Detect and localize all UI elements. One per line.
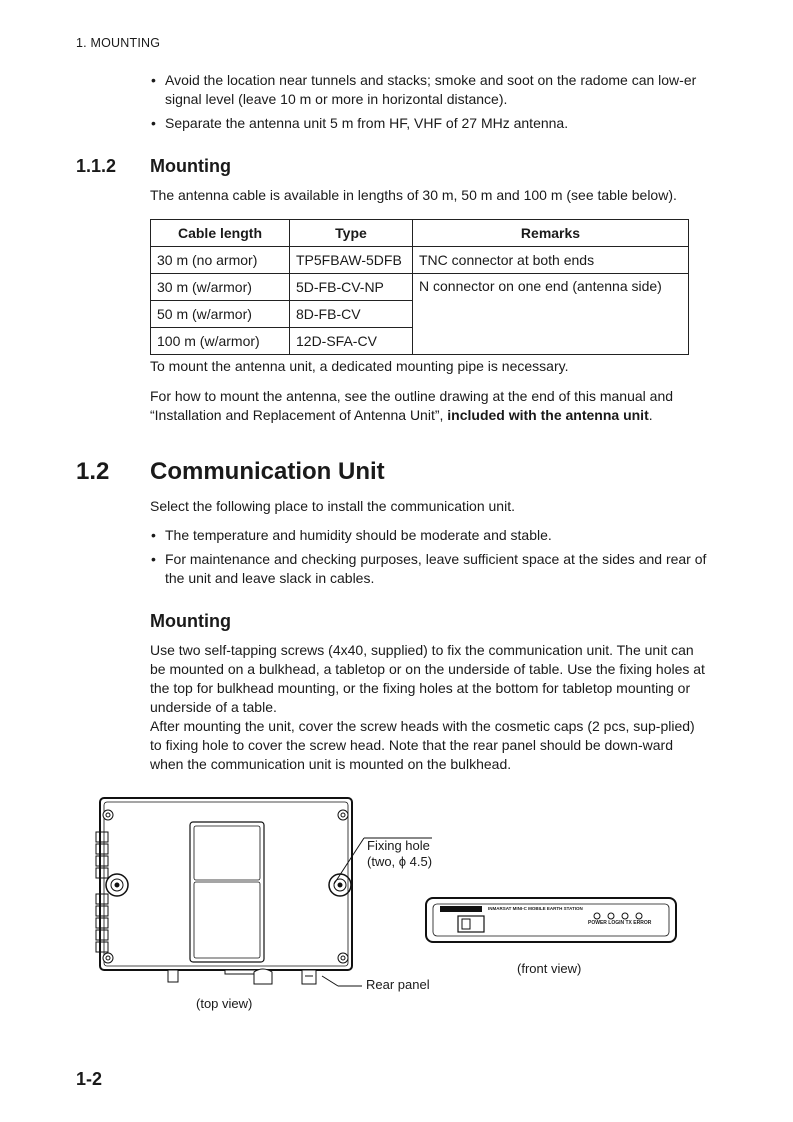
section-intro: Select the following place to install the communication unit.: [150, 498, 515, 514]
table-cell: TP5FBAW-5DFB: [290, 247, 413, 274]
paragraph-text: For how to mount the antenna, see the outline drawing at the end of this manual and “Installation and Replacement of Antenna Unit”,: [150, 388, 674, 423]
running-header: 1. MOUNTING: [76, 36, 161, 50]
table-cell: 8D-FB-CV: [290, 301, 413, 328]
paragraph: Use two self-tapping screws (4x40, supplied) to fix the communication unit. The unit can be mounted on a bulkhead, a tabletop or on the underside of table. Use the fixing holes at the top for bulkhead mounting, or the fixing holes at the bottom for tabletop mounting or underside of a table.: [150, 642, 705, 715]
paragraph: After mounting the unit, cover the screw heads with the cosmetic caps (2 pcs, sup-plied) to fixing hole to cover the screw head. Note that the rear panel should be down-ward when the communication unit is mounted on the bulkhead.: [150, 718, 695, 772]
top-view-caption: (top view): [196, 996, 253, 1011]
panel-title: INMARSAT MINI-C MOBILE EARTH STATION: [488, 906, 583, 911]
table-header-cell: Remarks: [413, 220, 689, 247]
bullet-item: • For maintenance and checking purposes, leave sufficient space at the sides and rear of the unit and leave slack in cables.: [150, 550, 710, 588]
intro-bullet-list: [150, 71, 710, 138]
bullet-list: [150, 526, 710, 593]
brand-logo: [440, 906, 482, 912]
bullet-item: • Avoid the location near tunnels and stacks; smoke and soot on the radome can low-er signal level (leave 10 m or more in horizontal distance).: [150, 71, 710, 109]
paragraph: To mount the antenna unit, a dedicated mounting pipe is necessary.: [150, 358, 569, 374]
table-cell: 5D-FB-CV-NP: [290, 274, 413, 301]
section-number: 1.2: [76, 458, 110, 485]
subsection-title: Mounting: [150, 611, 231, 631]
table-header-cell: Type: [290, 220, 413, 247]
fixing-hole-label: Fixing hole: [367, 838, 430, 853]
rear-panel-label: Rear panel: [366, 977, 430, 992]
led-labels: POWER LOGIN TX ERROR: [588, 920, 652, 926]
table-header-row: [151, 220, 689, 247]
table-header-cell: Cable length: [151, 220, 290, 247]
table-cell: 30 m (no armor): [151, 247, 290, 274]
paragraph-end: .: [648, 407, 653, 423]
cable-table: [150, 219, 689, 355]
section-number: 1.1.2: [76, 156, 117, 176]
bullet-item: • The temperature and humidity should be moderate and stable.: [150, 526, 710, 545]
page-number: 1-2: [76, 1069, 103, 1089]
rear-connectors: [168, 969, 316, 984]
section-title: Communication Unit: [150, 458, 385, 485]
table-cell: TNC connector at both ends: [413, 247, 689, 274]
table-row: [151, 247, 689, 274]
table-cell: 12D-SFA-CV: [290, 328, 413, 355]
top-view-drawing: [96, 798, 432, 986]
table-cell: N connector on one end (antenna side): [413, 274, 689, 355]
table-cell: 50 m (w/armor): [151, 301, 290, 328]
fixing-hole-sub-label: (two, ϕ 4.5): [367, 854, 433, 869]
section-intro: The antenna cable is available in lengths of 30 m, 50 m and 100 m (see table below).: [150, 187, 677, 203]
paragraph: [150, 387, 710, 425]
table-cell: 100 m (w/armor): [151, 328, 290, 355]
bullet-item: • Separate the antenna unit 5 m from HF, VHF of 27 MHz antenna.: [150, 114, 710, 133]
table-row: [151, 274, 689, 301]
section-title: Mounting: [150, 156, 231, 176]
table-cell: 30 m (w/armor): [151, 274, 290, 301]
paragraph-bold: included with the antenna unit: [447, 407, 649, 423]
front-view-caption: (front view): [517, 961, 582, 976]
